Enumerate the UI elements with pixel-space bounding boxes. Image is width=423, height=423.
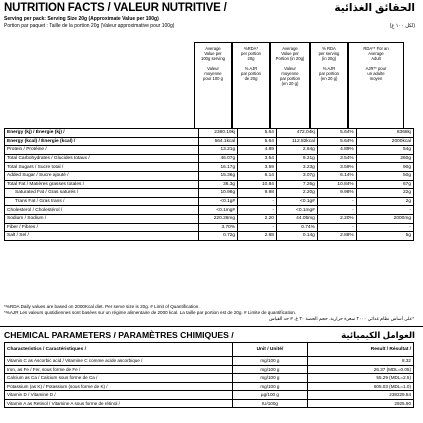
nutrient-name: Total Fat / Matières grasses totales / [5,180,199,189]
chemical-row [5,365,414,374]
footnote-fr: *%AJR Les valeurs quotidiennes sont basées sur un régime alimentaire de 2000 kcal. La taille par portion est de 20g. # Limite de quantification. [4,310,297,316]
nutrient-value: 2.20g [276,189,317,198]
nutrient-value: 4.89% [317,146,356,155]
column-header-line: %RDA* [243,46,259,51]
chemical-table-header [5,343,414,357]
characteristic-name: Vitamin C as Ascorbic acid / Vitamine C comme acide ascorbique / [5,357,233,366]
characteristic-unit: mg/100 g [232,357,308,366]
nutrition-row [5,146,414,155]
column-header-5 [348,42,404,128]
serving-size-line: Serving per pack: Serving Size 20g (Approximate Value per 100g) [4,16,159,22]
characteristic-name: Vitamin D / Vitamine D / [5,391,233,400]
nutrient-value: <0.1g# [199,197,238,206]
chemical-row [5,391,414,400]
nutrient-value: 3.07g [276,171,317,180]
header-characteristics: Characteristics / Caractéristiques / [5,343,233,357]
nutrient-name: Total Carbohydrates / Glucides totaux / [5,154,199,163]
nutrient-name: Energy (kj) / Énergie (kj) / [5,129,199,138]
header-result: Result / Résultat / [308,343,414,357]
column-header-line: (en 20 g) [281,81,299,86]
column-header-line: par portion [318,71,340,76]
characteristic-name: Iron, as Fe / Fer, sous forme de Fe / [5,365,233,374]
header-unit: Unit / Unité/ [232,343,308,357]
nutrient-value: 15.36g [199,171,238,180]
column-header-line: 100g serving [201,56,225,61]
nutrient-value: 5g [356,232,413,241]
column-header-line: par portion [240,71,262,76]
nutrition-title-arabic: الحقائق الغذائية [334,2,415,14]
nutrient-value: 2.88% [317,232,356,241]
nutrient-value: <0.1mg# [276,206,317,215]
characteristic-result: 8.32 [308,357,414,366]
characteristic-result: 605.03 (MDL=1.0) [308,382,414,391]
nutrient-value: 6.14 [238,171,277,180]
serving-size-arabic-2: (لكل ١٠٠ غ) [389,23,415,29]
nutrition-row [5,197,414,206]
nutrient-value: 8368kj [356,129,413,138]
nutrient-value: <0.1g# [276,197,317,206]
characteristic-name: Vitamin A as Retinol / Vitamine A sous forme de rétinol / [5,399,233,408]
nutrient-value: 10.98g [199,189,238,198]
nutrient-value: - [317,223,356,232]
chemical-title-text: CHEMICAL PARAMETERS / PARAMÈTRES CHIMIQUES / [4,330,234,340]
nutrient-value: 13.21g [199,146,238,155]
chemical-row [5,374,414,383]
column-header-line: % AJR [322,66,336,71]
column-header-line: RDA** For an [363,46,389,51]
characteristic-name: Calcium as Ca / Calcium sous forme de Ca / [5,374,233,383]
nutrition-row [5,189,414,198]
column-header-line: moyen [369,76,383,81]
nutrient-value: 9.98% [317,189,356,198]
nutrient-value: - [356,223,413,232]
column-header-line: (in 20g) [321,56,337,61]
nutrient-value: 10.84% [317,180,356,189]
characteristic-result: 26.37 (MDL=0.05) [308,365,414,374]
nutrition-row [5,129,414,138]
nutrient-name: Total Sugars / Sucre total / [5,163,199,172]
nutrient-value: 2.64g [276,146,317,155]
column-header-line: un adulte [367,71,385,76]
serving-size-line-fr: Portion par paquet : Taille de la portion 20g (Valeur approximative pour 100g) [4,23,175,29]
nutrient-value: 5.64 [238,137,277,146]
nutrient-value: 0.74% [276,223,317,232]
nutrient-value: 16.17g [199,163,238,172]
nutrient-value: 6.14% [317,171,356,180]
nutrient-value: 472.04kj [276,129,317,138]
nutrient-value: 260g [356,154,413,163]
nutrient-value: 564.1kcal [199,137,238,146]
column-header-line: Portion (in 20g) [275,56,305,61]
nutrient-value: 44.05mg [276,214,317,223]
column-header-1 [194,42,232,128]
nutrition-row [5,206,414,215]
column-header-line: moyenne [204,71,222,76]
nutrient-name: Added Sugar / Sucre ajouté / [5,171,199,180]
nutrient-value: 4.89 [238,146,277,155]
footnote-en: *%RDA Daily values are based on 2000Kcal diet. Per serve size is 20g. # Limit of Quantification. [4,304,200,309]
nutrient-value: 9.21g [276,154,317,163]
column-header-2 [232,42,270,128]
nutrient-name: Fiber / Fibres / [5,223,199,232]
nutrient-value: 3.70% [199,223,238,232]
column-header-3 [270,42,310,128]
nutrient-value: 112.82kcal [276,137,317,146]
chemical-parameters-table [4,342,414,408]
nutrient-value: 2.20% [317,214,356,223]
column-header-line: de 20g [244,76,258,81]
chemical-row [5,357,414,366]
footnote-ar: *على أساس نظام غذائي ٢٠٠٠ سعرة حرارية. حجم الحصة ٢٠ غ. # حد القياس [269,316,414,322]
nutrient-value: 36.3g [199,180,238,189]
nutrient-value: 3.54% [317,154,356,163]
chemical-row [5,399,414,408]
column-header-line: % RDA [322,46,336,51]
nutrient-value: 3.23g [276,163,317,172]
nutrient-value: 2000kcal [356,137,413,146]
column-header-line: Adult [371,56,381,61]
nutrient-value: - [238,223,277,232]
characteristic-unit: mg/100 g [232,365,308,374]
characteristic-result: 238229.54 [308,391,414,400]
nutrient-name: Energy (kcal) / Énergie (kcal) / [5,137,199,146]
nutrition-row [5,171,414,180]
column-header-line: Value per [204,51,222,56]
column-header-line: Average [368,51,384,56]
nutrient-value: <0.1mg# [199,206,238,215]
column-header-line: per serving [318,51,340,56]
chemical-parameters-title [4,330,419,340]
nutrition-row [5,223,414,232]
nutrient-value: 3.59 [238,163,277,172]
nutrient-name: Saturated Fat / Gras saturés / [5,189,199,198]
column-header-line: Valeur [284,66,296,71]
section-divider [0,326,423,327]
nutrient-value: - [238,197,277,206]
characteristic-unit: mg/100 g [232,374,308,383]
nutrient-value: 90g [356,163,413,172]
label-header [4,2,419,42]
nutrient-value: 54g [356,146,413,155]
nutrient-value: 67g [356,180,413,189]
characteristic-unit: mg/100 g [232,382,308,391]
nutrient-value: 220.26mg [199,214,238,223]
column-header-line: moyenne [281,71,299,76]
nutrient-value: 46.07g [199,154,238,163]
column-header-4 [310,42,348,128]
chemical-row [5,382,414,391]
nutrient-value: 5.64 [238,129,277,138]
column-header-line: AJR** pour [365,66,387,71]
nutrient-name: Salt / Sel / [5,232,199,241]
column-header-line: Average [205,46,221,51]
nutrition-row [5,232,414,241]
nutrient-name: Cholesterol / Cholestérol / [5,206,199,215]
nutrient-name: Trans Fat / Gras trans / [5,197,199,206]
nutrient-value: 2.20 [238,214,277,223]
nutrient-value: 0.14g [276,232,317,241]
nutrition-row [5,154,414,163]
chemical-title-arabic: العوامل الكيميائية [341,330,415,340]
characteristic-unit: IU/100g [232,399,308,408]
nutrition-row [5,180,414,189]
column-header-line: % AJR [244,66,258,71]
nutrition-table [4,128,414,241]
nutrition-title: NUTRITION FACTS / VALEUR NUTRITIVE / [4,2,227,14]
nutrient-value: 2360.19kj [199,129,238,138]
nutrient-value: 5.64% [317,137,356,146]
nutrient-value: - [317,197,356,206]
nutrient-value: - [356,206,413,215]
nutrient-value: 2g [356,197,413,206]
nutrition-row [5,214,414,223]
characteristic-name: Potassium (as K) / Potassium (sous forme de K) / [5,382,233,391]
column-header-line: per portion [240,51,262,56]
nutrient-value: 22g [356,189,413,198]
nutrient-name: Sodium / Sodium / [5,214,199,223]
nutrition-row [5,163,414,172]
characteristic-result: 55.29 (MDL=2.5) [308,374,414,383]
nutrient-value: 5.64% [317,129,356,138]
nutrient-value: 3.54 [238,154,277,163]
column-header-line: pour 100 g [202,76,224,81]
nutrient-name: Protein / Protéine / [5,146,199,155]
nutrient-value: 10.84 [238,180,277,189]
nutrient-value: - [238,206,277,215]
nutrient-value: 0.72g [199,232,238,241]
nutrient-value: 2.88 [238,232,277,241]
column-header-line: Average [282,46,298,51]
characteristic-result: 2925.90 [308,399,414,408]
nutrient-value: 3.59% [317,163,356,172]
column-header-line: Valeur [207,66,219,71]
nutrient-value: 2000mg [356,214,413,223]
column-header-line: par portion [279,76,301,81]
nutrient-value: 9.98 [238,189,277,198]
column-header-line: Value per [281,51,299,56]
nutrition-row [5,137,414,146]
column-header-line: 20g [247,56,255,61]
nutrient-value: 50g [356,171,413,180]
nutrient-value: - [317,206,356,215]
characteristic-unit: µg/100 g [232,391,308,400]
nutrient-value: 7.26g [276,180,317,189]
column-header-line: (en 20 g) [320,76,338,81]
footnotes [4,304,414,323]
